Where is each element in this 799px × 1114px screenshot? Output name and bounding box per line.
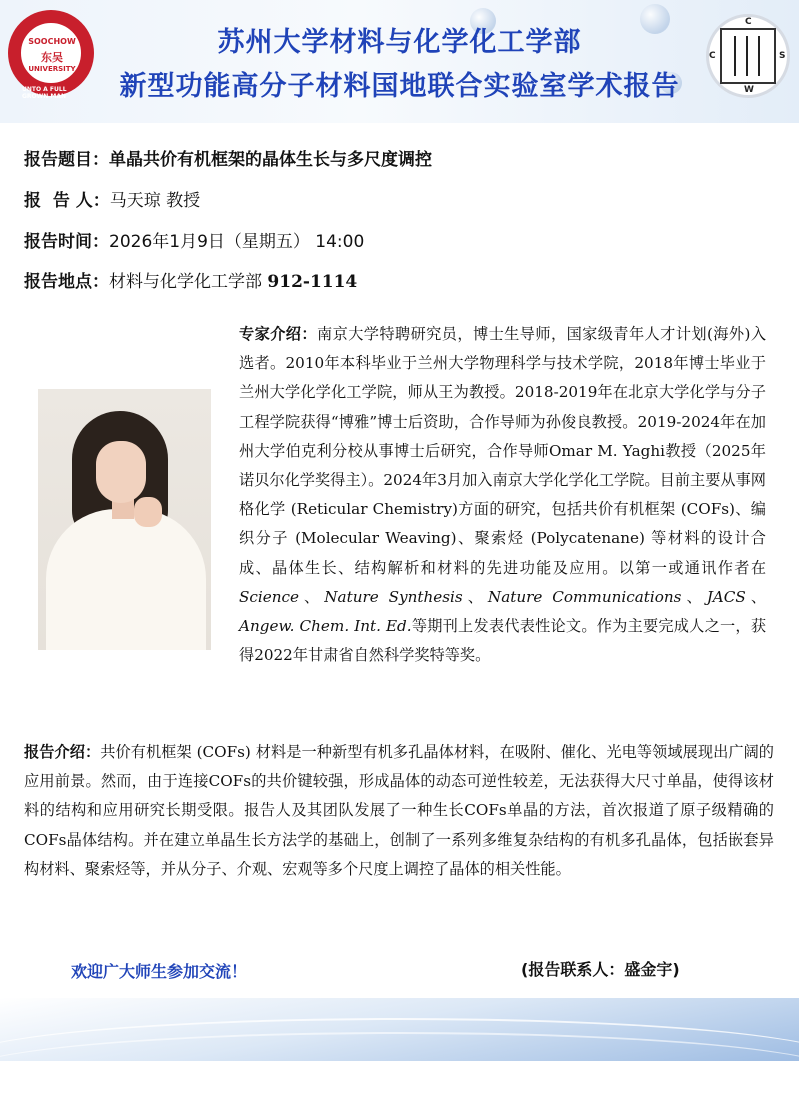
header-title-line1: 苏州大学材料与化学化工学部 (217, 27, 582, 58)
place-value: 材料与化学化工学部 (109, 272, 268, 292)
bottom-decoration (0, 998, 799, 1061)
info-time (24, 227, 364, 252)
university-seal-logo: SOOCHOW 东吴 UNIVERSITY UNTO A FULL GROWN MAN (8, 10, 94, 96)
time-value: 2026年1月9日（星期五） 14:00 (109, 232, 365, 252)
speaker-label: 报 告 人： (24, 191, 110, 211)
separator: 、 (462, 587, 488, 606)
journal-nature-communications: Nature Communications (487, 587, 682, 606)
info-topic (24, 145, 432, 170)
journal-nature-synthesis: Nature Synthesis (324, 587, 463, 606)
college-logo: C C S W (706, 14, 790, 98)
place-label: 报告地点： (24, 272, 109, 292)
header-title-line2: 新型功能高分子材料国地联合实验室学术报告 (119, 71, 680, 102)
abstract-label: 报告介绍： (24, 743, 101, 761)
abstract-text: 共价有机框架 (COFs) 材料是一种新型有机多孔晶体材料，在吸附、催化、光电等领域展现出广阔的应用前景。然而，由于连接COFs的共价键较强，形成晶体的动态可逆性较差，无法获得大尺寸单晶，使得该材料的结构和应用研究长期受限。报告人及其团队发展了一种生长COFs单晶的方法，首次报道了原子级精确的COFs晶体结构。并在建立单晶生长方法学的基础上，创制了一系列多维复杂结构的有机多孔晶体，包括嵌套异构材料、聚索烃等，并从分子、介观、宏观等多个尺度上调控了晶体的相关性能。 (24, 743, 774, 878)
journal-angew: Angew. Chem. Int. Ed. (239, 617, 412, 636)
talk-abstract (24, 738, 774, 884)
info-speaker (24, 186, 200, 211)
time-label: 报告时间： (24, 232, 109, 252)
bio-label: 专家介绍： (239, 325, 317, 343)
welcome-text: 欢迎广大师生参加交流！ (71, 962, 248, 981)
speaker-value: 马天琼 教授 (109, 191, 201, 211)
journal-science: Science (239, 587, 300, 606)
header-banner (0, 0, 799, 123)
topic-value: 单晶共价有机框架的晶体生长与多尺度调控 (109, 150, 432, 170)
separator: 、 (745, 587, 767, 606)
bio-text-a: 南京大学特聘研究员，博士生导师，国家级青年人才计划(海外)入选者。2010年本科毕业于兰州大学物理科学与技术学院，2018年博士毕业于兰州大学化学化工学院，师从王为教授。2018-2019年在北京大学化学与分子工程学院获得“博雅”博士后资助，合作导师为孙俊良教授。2019-2024年在加州大学伯克利分校从事博士后研究，合作导师Omar M. Yaghi教授（2025年诺贝尔化学奖得主）。2024年3月加入南京大学化学化工学院。目前主要从事网格化学 (Reticular Chemistry)方面的研究，包括共价有机框架 (COFs)、编织分子 (Molecular Weaving)、聚索烃 (Polycatenane) 等材料的设计合成、晶体生长、结构解析和材料的先进功能及应用。以第一或通讯作者在 (239, 325, 767, 577)
journal-jacs: JACS (706, 587, 746, 606)
speaker-bio (239, 320, 766, 670)
topic-label: 报告题目： (24, 150, 109, 170)
separator: 、 (299, 587, 325, 606)
bio-text-b: 等期刊上发表代表性论文。作为主要完成人之一，获得2022年甘肃省自然科学奖特等奖。 (239, 617, 767, 665)
place-room: 912-1114 (267, 272, 358, 292)
info-place (24, 267, 357, 292)
speaker-photo (38, 389, 211, 650)
contact-text: (报告联系人：盛金宇) (521, 960, 680, 979)
separator: 、 (681, 587, 707, 606)
